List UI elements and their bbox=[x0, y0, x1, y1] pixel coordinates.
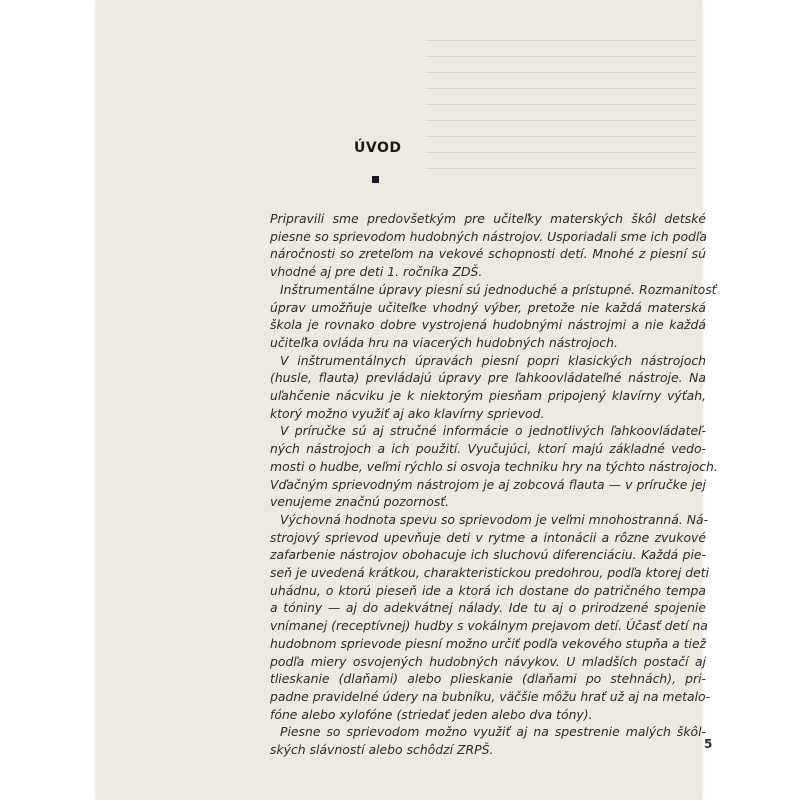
text-line: úprav umožňuje učiteľke vhodný výber, pretože nie každá materská bbox=[270, 299, 706, 315]
text-line: náročnosti so zreteľom na vekové schopnosti detí. Mnohé z piesní sú bbox=[270, 246, 706, 262]
text-line: V príručke sú aj stručné informácie o jednotlivých ľahkoovládateľ- bbox=[280, 423, 706, 439]
text-line: zafarbenie nástrojov obohacuje ich sluchovú diferenciáciu. Každá pie- bbox=[270, 547, 706, 563]
book-page bbox=[96, 0, 718, 800]
text-line: Inštrumentálne úpravy piesní sú jednoduché a prístupné. Rozmanitosť bbox=[280, 281, 717, 297]
text-line: Pripravili sme predovšetkým pre učiteľky materských škôl detské bbox=[270, 211, 706, 226]
text-line: piesne so sprievodom hudobných nástrojov. Usporiadali sme ich podľa bbox=[270, 228, 707, 244]
text-line: škola je rovnako dobre vystrojená hudobnými nástrojmi a nie každá bbox=[270, 317, 706, 333]
paragraph-5 bbox=[270, 511, 711, 723]
page-title: ÚVOD bbox=[354, 140, 402, 156]
paragraph-1 bbox=[270, 210, 706, 281]
text-line: podľa miery osvojených hudobných návykov. U mladších postačí aj bbox=[270, 653, 706, 669]
text-line: Piesne so sprievodom možno využiť aj na spestrenie malých škôl- bbox=[280, 724, 706, 740]
text-line: hudobnom sprievode piesní možno určiť podľa vekového stupňa a tiež bbox=[270, 635, 707, 651]
page-number: 5 bbox=[704, 737, 713, 751]
text-line: ktorý možno využiť aj ako klavírny sprievod. bbox=[270, 405, 545, 421]
text-line: ských slávností alebo schôdzí ZRPŠ. bbox=[270, 742, 494, 758]
text-line: Výchovná hodnota spevu so sprievodom je veľmi mnohostranná. Ná- bbox=[280, 511, 709, 527]
paragraph-2 bbox=[270, 281, 717, 352]
title-ornament-square bbox=[372, 176, 379, 183]
text-line: vnímanej (receptívnej) hudby s vokálnym prejavom detí. Účasť detí na bbox=[270, 618, 708, 634]
paragraph-3 bbox=[270, 352, 706, 423]
text-line: padne pravidelné údery na bubníku, väčšie môžu hrať už aj na metalo- bbox=[270, 688, 711, 704]
text-line: ných nástrojoch a ich použití. Vyučujúci, ktorí majú základné vedo- bbox=[270, 441, 706, 457]
paragraph-4 bbox=[270, 422, 718, 511]
text-line: vhodné aj pre deti 1. ročníka ZDŠ. bbox=[270, 264, 483, 280]
text-line: mosti o hudbe, veľmi rýchlo si osvoja techniku hry na týchto nástrojoch. bbox=[270, 458, 718, 474]
text-line: strojový sprievod upevňuje deti v rytme a intonácii a rôzne zvukové bbox=[270, 529, 706, 545]
text-line: uhádnu, o ktorú pieseň ide a ktorá ich dostane do patričného tempa bbox=[270, 582, 706, 598]
text-line: Vďačným sprievodným nástrojom je aj zobcová flauta — v príručke jej bbox=[270, 476, 706, 492]
text-line: (husle, flauta) prevládajú úpravy pre ľahkoovládateľné nástroje. Na bbox=[270, 370, 706, 386]
body-text bbox=[270, 210, 718, 759]
text-line: V inštrumentálnych úpravách piesní popri klasických nástrojoch bbox=[280, 352, 706, 368]
text-line: uľahčenie nácviku je k niektorým piesňam pripojený klavírny výťah, bbox=[270, 388, 706, 404]
bleed-through-text bbox=[426, 40, 696, 180]
paragraph-6 bbox=[270, 723, 706, 758]
text-line: fóne alebo xylofóne (striedať jeden alebo dva tóny). bbox=[270, 706, 593, 722]
text-line: seň je uvedená krátkou, charakteristickou predohrou, podľa ktorej deti bbox=[270, 565, 710, 581]
text-line: tlieskanie (dlaňami) alebo plieskanie (dlaňami po stehnách), pri- bbox=[270, 671, 706, 687]
text-line: učiteľka ovláda hru na viacerých hudobných nástrojoch. bbox=[270, 334, 618, 350]
text-line: venujeme značnú pozornosť. bbox=[270, 494, 450, 510]
text-line: a tóniny — aj do adekvátnej nálady. Ide tu aj o prirodzené spojenie bbox=[270, 600, 706, 616]
